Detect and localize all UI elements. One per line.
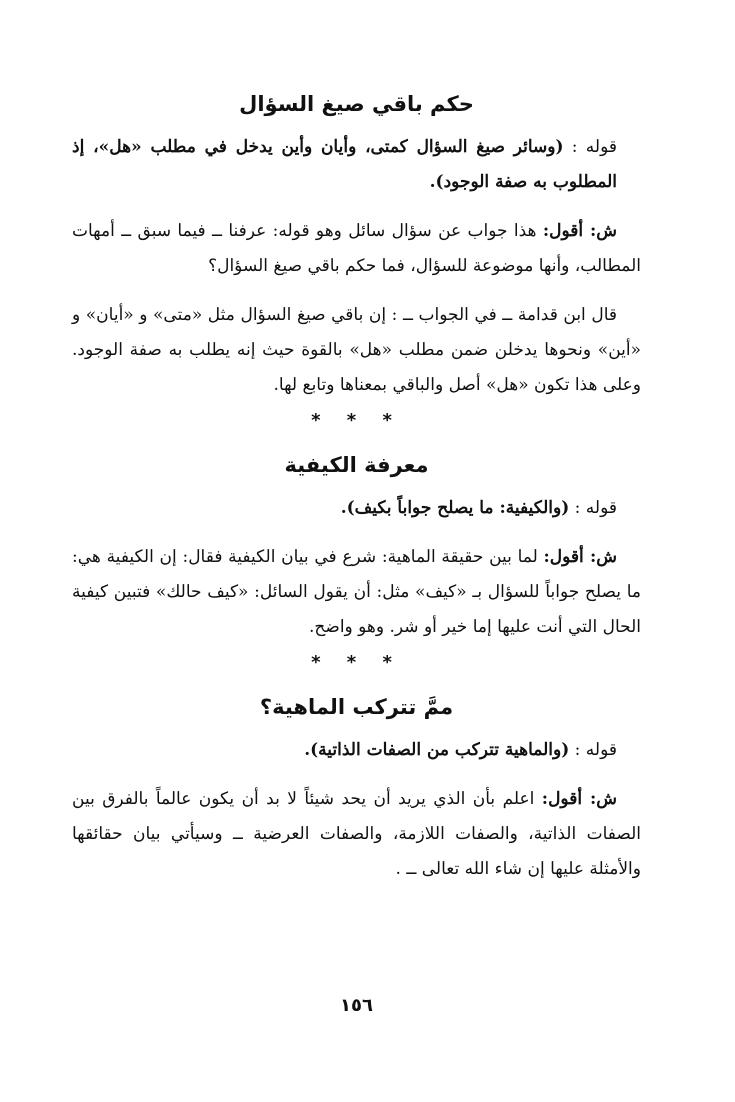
paragraph-label: ش: أقول: [541,789,618,809]
section-heading: ممَّ تتركب الماهية؟ [259,695,454,719]
paragraph-text: لما بين حقيقة الماهية: شرع في بيان الكيفية فقال: إن الكيفية هي: ما يصلح جواباً للسؤال بـ «كيف» مثل: أن يقول السائل: «كيف حالك» فتبين كيفية الحال التي أنت عليها إما خير أو شر. وهو واضح. [72,547,641,637]
paragraph-text: اعلم بأن الذي يريد أن يحد شيئاً لا بد أن يكون عالماً بالفرق بين الصفات الذاتية، والصفات اللازمة، والصفات العرضية ــ وسيأتي بيان حقائقها والأمثلة عليها إن شاء الله تعالى ــ . [72,789,641,879]
quote-body: (والماهية تتركب من الصفات الذاتية). [304,740,570,760]
quote-body: (والكيفية: ما يصلح جواباً بكيف). [340,498,570,518]
section-heading: معرفة الكيفية [284,453,429,477]
paragraph [72,214,641,284]
quote-label: قوله : [571,137,617,157]
paragraph-label: ش: أقول: [543,547,617,567]
quoted-text [72,733,641,768]
quoted-text [72,130,641,200]
page-number: ١٥٦ [340,995,373,1016]
paragraph [72,782,641,887]
paragraph-text: قال ابن قدامة ــ في الجواب ــ : إن باقي صيغ السؤال مثل «متى» و «أيان» و «أين» ونحوها يدخلن ضمن مطلب «هل» بالقوة حيث إنه يطلب به صفة الوجود. وعلى هذا تكون «هل» أصل والباقي بمعناها وتابع لها. [72,305,641,395]
section-heading: حكم باقي صيغ السؤال [239,92,474,116]
paragraph [72,540,641,645]
page-body [72,86,641,887]
quoted-text [72,491,641,526]
paragraph-text: هذا جواب عن سؤال سائل وهو قوله: عرفنا ــ فيما سبق ــ أمهات المطالب، وأنها موضوعة للسؤال، فما حكم باقي صيغ السؤال؟ [72,221,641,276]
paragraph-label: ش: أقول: [542,221,617,241]
section-separator: * * * [311,410,402,431]
section-separator: * * * [311,652,402,673]
quote-label: قوله : [574,498,617,518]
quote-body: (وسائر صيغ السؤال كمتى، وأيان وأين يدخل في مطلب «هل»، إذ المطلوب به صفة الوجود). [72,137,617,192]
paragraph [72,298,641,403]
quote-label: قوله : [574,740,617,760]
